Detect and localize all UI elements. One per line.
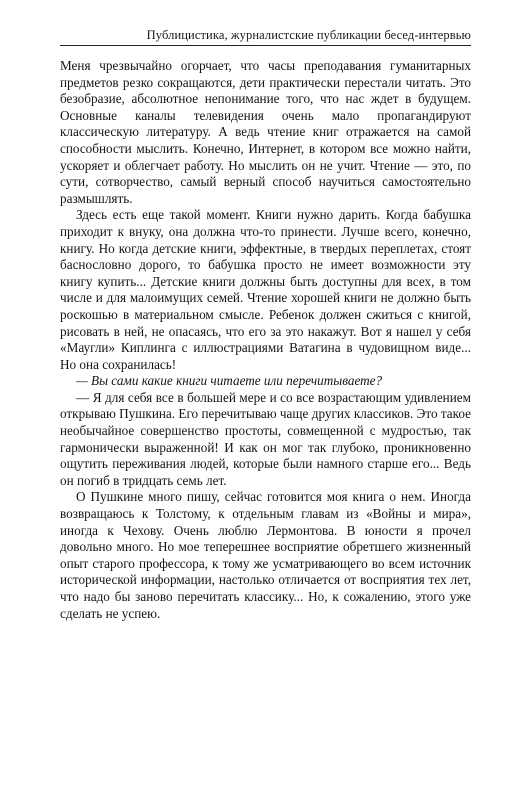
interview-answer: — Я для себя все в большей мере и со все возрастающим удивлением открываю Пушкина. Его перечитываю чаще других классиков. Это такое необычайное совершенство простоты, совмещенной с мудростью, так гармонически выраженной! И как он мог так глубоко, проникновенно ощутить переживания людей, которые были намного старше его... Ведь он погиб в тридцать семь лет.	[60, 389, 471, 488]
header-rule	[60, 45, 471, 46]
paragraph: О Пушкине много пишу, сейчас готовится моя книга о нем. Иногда возвращаюсь к Толстому, к отдельным главам из «Войны и мира», иногда к Чехову. Очень люблю Лермонтова. В юности я прочел довольно много. Но мое теперешнее восприятие обретшего жизненный опыт старого профессора, к тому же усматривающего во всем источник исторической информации, настолько отличается от восприятия тех лет, что надо бы заново перечитать классику... Но, к сожалению, этого уже сделать не успею.	[60, 489, 471, 621]
paragraph: Здесь есть еще такой момент. Книги нужно дарить. Когда бабушка приходит к внуку, она должна что-то принести. Лучше всего, конечно, книгу. Но когда детские книги, эффектные, в твердых переплетах, стоят баснословно дорого, то бабушка просто не имеет возможности эту книгу купить... Детские книги должны быть доступны для всех, в том числе и для малоимущих семей. Чтение хорошей книги не должно быть роскошью в материальном смысле. Ребенок должен сжиться с книгой, рисовать в ней, не опасаясь, что его за это накажут. Вот я нашел у себя «Маугли» Киплинга с иллюстрациями Ватагина в чудовищном виде... Но она сохранилась!	[60, 207, 471, 372]
body-text	[60, 58, 471, 622]
paragraph: Меня чрезвычайно огорчает, что часы преподавания гуманитарных предметов резко сокращаются, дети практически перестали читать. Это безобразие, абсолютное непонимание того, что нас ждет в будущем. Основные каналы телевидения очень мало пропагандируют классическую литературу. А ведь чтение книг отражается на самой способности мыслить. Конечно, Интернет, в котором все можно найти, ускоряет и облегчает работу. Но мыслить он не учит. Чтение — это, по сути, сотворчество, самый верный способ научиться самостоятельно размышлять.	[60, 58, 471, 206]
running-head: Публицистика, журналистские публикации бесед-интервью	[146, 28, 471, 42]
interview-question: — Вы сами какие книги читаете или перечитываете?	[76, 373, 383, 389]
